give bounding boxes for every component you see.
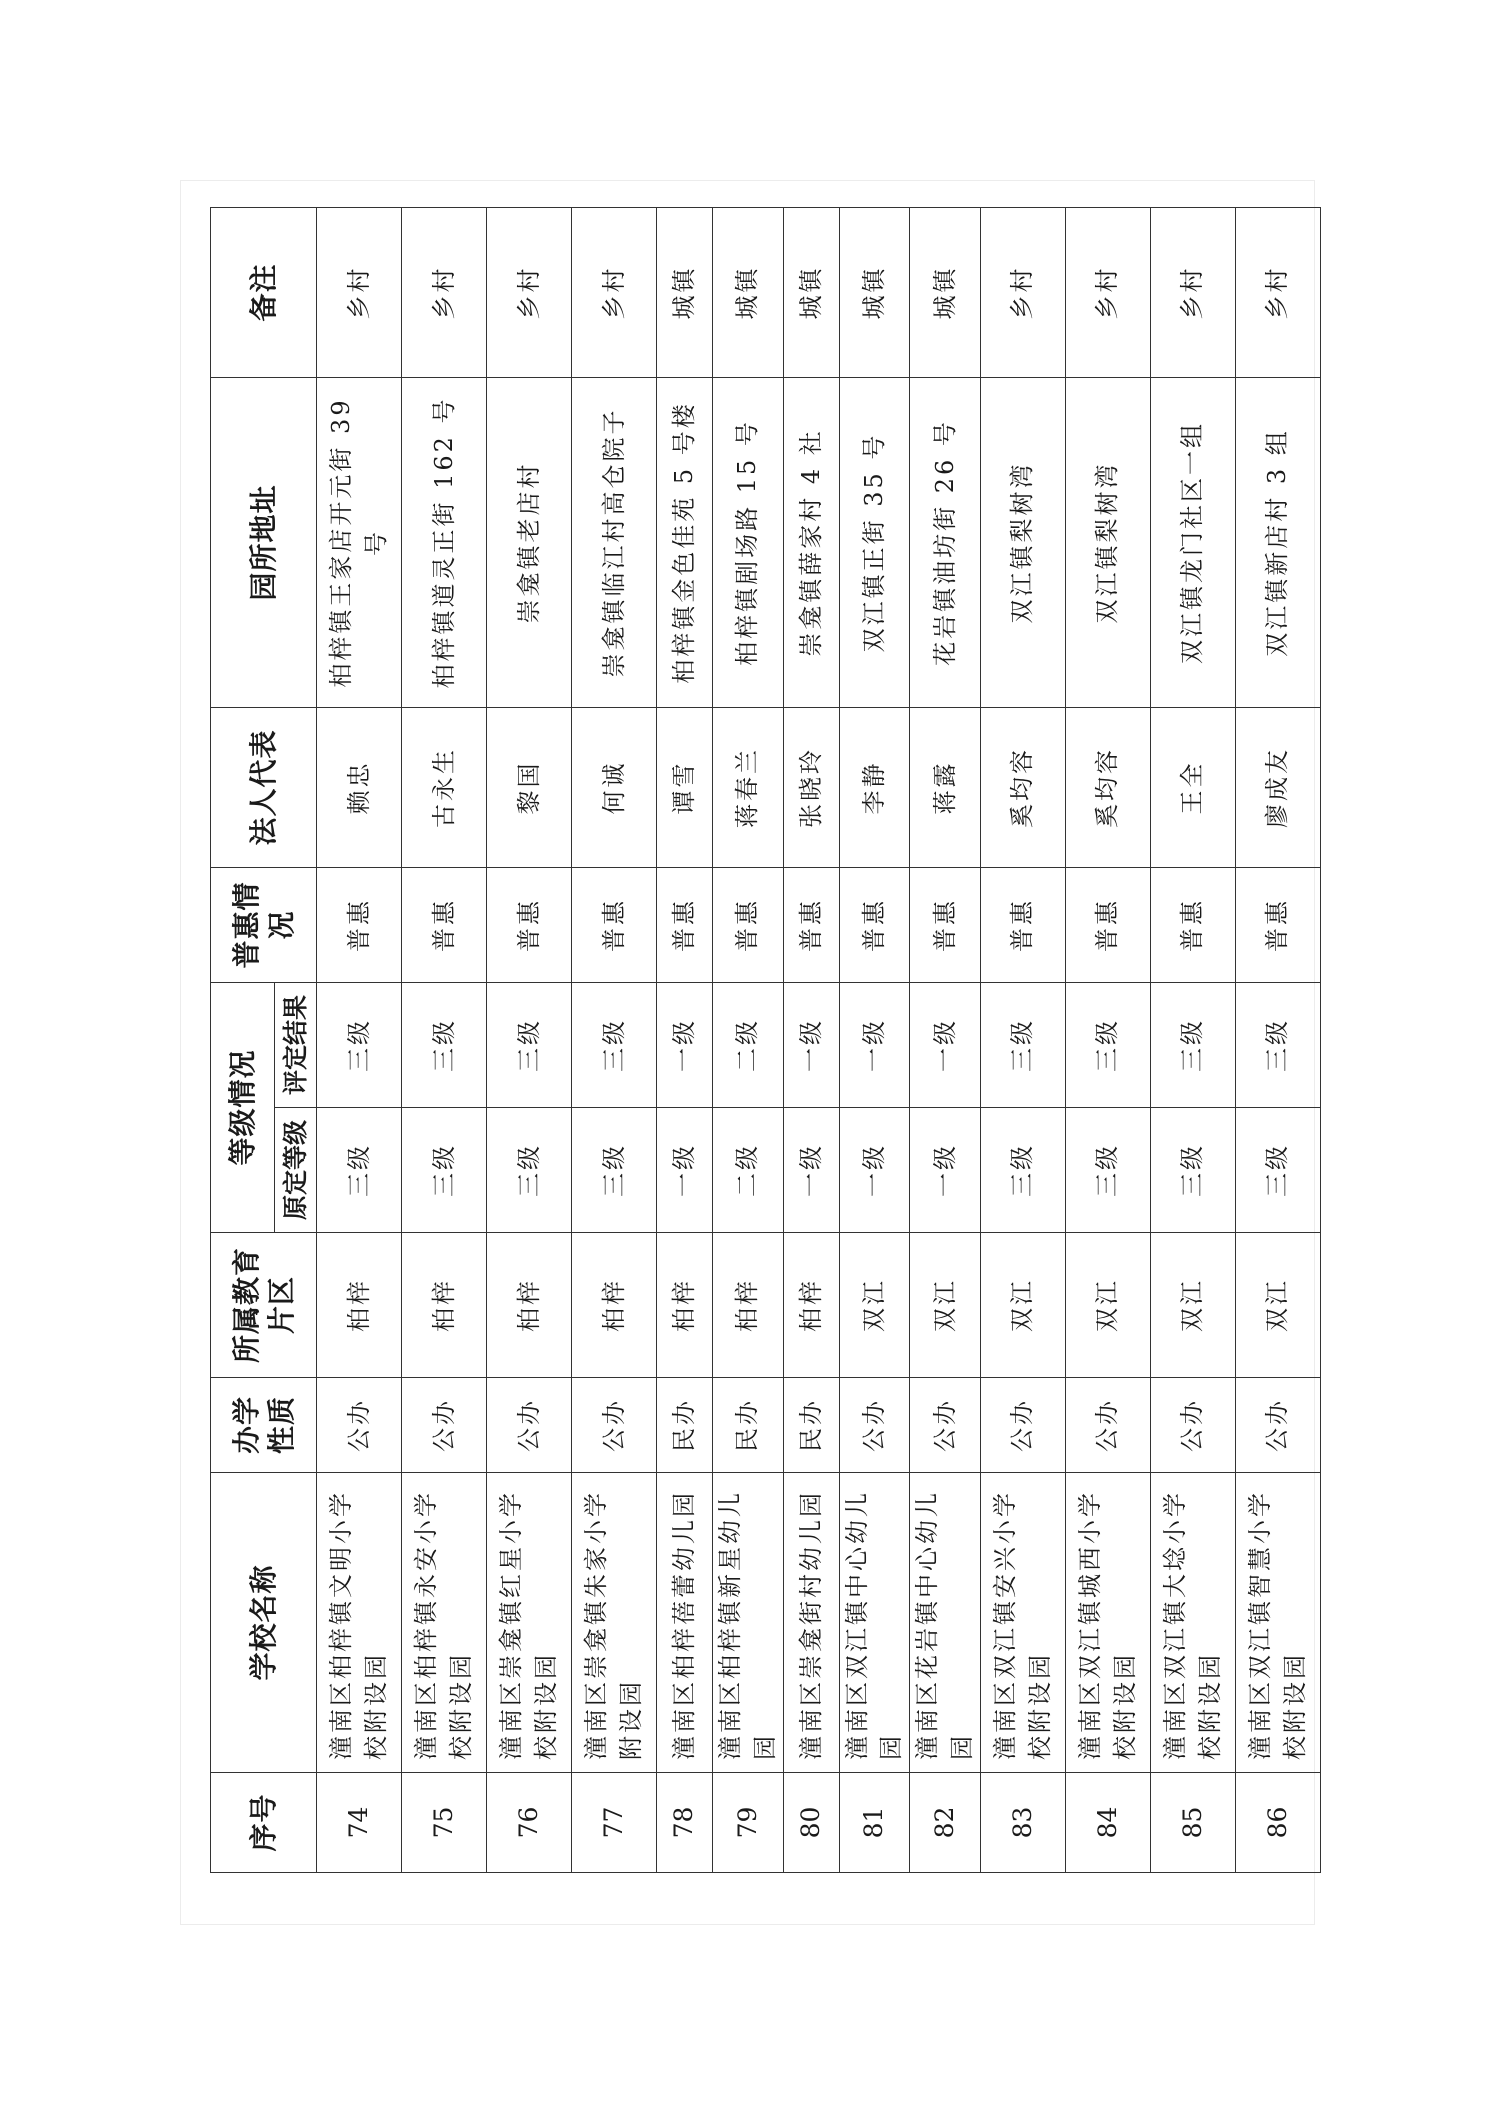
cell-legal-rep: 谭雪	[657, 707, 713, 867]
cell-original-grade: 三级	[402, 1108, 487, 1233]
cell-district: 双江	[1235, 1233, 1320, 1378]
header-seq: 序号	[211, 1773, 317, 1873]
cell-original-grade: 一级	[839, 1108, 910, 1233]
cell-seq: 81	[839, 1773, 910, 1873]
header-remark: 备注	[211, 207, 317, 377]
cell-school-name: 潼南区双江镇城西小学校附设园	[1065, 1473, 1150, 1773]
cell-assessed-grade: 三级	[1235, 982, 1320, 1107]
cell-address: 双江镇梨树湾	[1065, 377, 1150, 707]
table-row	[487, 207, 572, 1872]
cell-original-grade: 一级	[910, 1108, 981, 1233]
table-row	[402, 207, 487, 1872]
cell-original-grade: 三级	[1150, 1108, 1235, 1233]
cell-nature: 公办	[317, 1378, 402, 1473]
cell-address: 花岩镇油坊街 26 号	[910, 377, 981, 707]
cell-seq: 75	[402, 1773, 487, 1873]
cell-original-grade: 三级	[1235, 1108, 1320, 1233]
cell-remark: 乡村	[1065, 207, 1150, 377]
cell-district: 柏梓	[713, 1233, 784, 1378]
header-nature: 办学性质	[211, 1378, 317, 1473]
cell-legal-rep: 赖忠	[317, 707, 402, 867]
cell-seq: 79	[713, 1773, 784, 1873]
cell-assessed-grade: 一级	[657, 982, 713, 1107]
cell-legal-rep: 蒋春兰	[713, 707, 784, 867]
cell-assessed-grade: 三级	[317, 982, 402, 1107]
cell-district: 双江	[839, 1233, 910, 1378]
cell-district: 柏梓	[402, 1233, 487, 1378]
cell-seq: 82	[910, 1773, 981, 1873]
cell-school-name: 潼南区双江镇安兴小学校附设园	[980, 1473, 1065, 1773]
cell-seq: 85	[1150, 1773, 1235, 1873]
cell-address: 柏梓镇王家店开元街 39 号	[317, 377, 402, 707]
cell-legal-rep: 蒋露	[910, 707, 981, 867]
cell-school-name: 潼南区柏梓镇新星幼儿园	[713, 1473, 784, 1773]
table-row	[910, 207, 981, 1872]
cell-school-name: 潼南区崇龛镇朱家小学附设园	[572, 1473, 657, 1773]
cell-remark: 乡村	[402, 207, 487, 377]
cell-address: 双江镇新店村 3 组	[1235, 377, 1320, 707]
cell-nature: 公办	[402, 1378, 487, 1473]
cell-seq: 77	[572, 1773, 657, 1873]
cell-inclusive: 普惠	[487, 867, 572, 982]
cell-original-grade: 三级	[572, 1108, 657, 1233]
cell-remark: 乡村	[487, 207, 572, 377]
cell-nature: 公办	[572, 1378, 657, 1473]
cell-nature: 公办	[839, 1378, 910, 1473]
cell-remark: 城镇	[657, 207, 713, 377]
cell-seq: 83	[980, 1773, 1065, 1873]
cell-assessed-grade: 三级	[572, 982, 657, 1107]
table-row	[1065, 207, 1150, 1872]
cell-legal-rep: 奚均容	[1065, 707, 1150, 867]
cell-original-grade: 三级	[317, 1108, 402, 1233]
cell-assessed-grade: 三级	[402, 982, 487, 1107]
cell-remark: 城镇	[839, 207, 910, 377]
cell-original-grade: 三级	[1065, 1108, 1150, 1233]
cell-address: 崇龛镇老店村	[487, 377, 572, 707]
cell-nature: 民办	[657, 1378, 713, 1473]
cell-district: 双江	[980, 1233, 1065, 1378]
cell-school-name: 潼南区花岩镇中心幼儿园	[910, 1473, 981, 1773]
cell-remark: 城镇	[713, 207, 784, 377]
table-row	[1235, 207, 1320, 1872]
cell-remark: 乡村	[980, 207, 1065, 377]
cell-inclusive: 普惠	[572, 867, 657, 982]
cell-address: 崇龛镇临江村高仓院子	[572, 377, 657, 707]
cell-district: 双江	[1065, 1233, 1150, 1378]
table-row	[713, 207, 784, 1872]
cell-district: 双江	[1150, 1233, 1235, 1378]
table-row	[317, 207, 402, 1872]
cell-inclusive: 普惠	[783, 867, 839, 982]
cell-inclusive: 普惠	[1065, 867, 1150, 982]
cell-inclusive: 普惠	[839, 867, 910, 982]
cell-seq: 74	[317, 1773, 402, 1873]
cell-district: 柏梓	[657, 1233, 713, 1378]
cell-address: 双江镇梨树湾	[980, 377, 1065, 707]
header-address: 园所地址	[211, 377, 317, 707]
cell-nature: 公办	[1065, 1378, 1150, 1473]
table-row	[1150, 207, 1235, 1872]
cell-seq: 80	[783, 1773, 839, 1873]
cell-district: 柏梓	[572, 1233, 657, 1378]
cell-nature: 公办	[1235, 1378, 1320, 1473]
cell-inclusive: 普惠	[1150, 867, 1235, 982]
cell-inclusive: 普惠	[1235, 867, 1320, 982]
cell-assessed-grade: 三级	[1150, 982, 1235, 1107]
cell-remark: 乡村	[1150, 207, 1235, 377]
cell-district: 双江	[910, 1233, 981, 1378]
cell-address: 柏梓镇道灵正街 162 号	[402, 377, 487, 707]
cell-address: 双江镇正街 35 号	[839, 377, 910, 707]
cell-legal-rep: 王全	[1150, 707, 1235, 867]
cell-nature: 公办	[980, 1378, 1065, 1473]
cell-assessed-grade: 三级	[1065, 982, 1150, 1107]
table-row	[783, 207, 839, 1872]
cell-inclusive: 普惠	[402, 867, 487, 982]
cell-assessed-grade: 三级	[980, 982, 1065, 1107]
cell-address: 双江镇龙门社区一组	[1150, 377, 1235, 707]
cell-district: 柏梓	[783, 1233, 839, 1378]
cell-remark: 乡村	[572, 207, 657, 377]
cell-nature: 民办	[783, 1378, 839, 1473]
cell-seq: 76	[487, 1773, 572, 1873]
cell-seq: 78	[657, 1773, 713, 1873]
header-grade-group: 等级情况	[211, 982, 275, 1232]
cell-inclusive: 普惠	[657, 867, 713, 982]
cell-nature: 公办	[487, 1378, 572, 1473]
header-assessed-grade: 评定结果	[275, 982, 317, 1107]
cell-remark: 城镇	[783, 207, 839, 377]
rotated-table-container	[210, 208, 1309, 1873]
cell-assessed-grade: 一级	[910, 982, 981, 1107]
kindergarten-table	[210, 207, 1321, 1873]
header-original-grade: 原定等级	[275, 1108, 317, 1233]
cell-legal-rep: 张晓玲	[783, 707, 839, 867]
cell-inclusive: 普惠	[713, 867, 784, 982]
cell-original-grade: 三级	[980, 1108, 1065, 1233]
cell-address: 崇龛镇薛家村 4 社	[783, 377, 839, 707]
cell-legal-rep: 何诚	[572, 707, 657, 867]
cell-district: 柏梓	[487, 1233, 572, 1378]
header-legal-rep: 法人代表	[211, 707, 317, 867]
cell-original-grade: 一级	[657, 1108, 713, 1233]
cell-school-name: 潼南区柏梓镇文明小学校附设园	[317, 1473, 402, 1773]
cell-school-name: 潼南区柏梓镇永安小学校附设园	[402, 1473, 487, 1773]
cell-address: 柏梓镇金色佳苑 5 号楼	[657, 377, 713, 707]
cell-legal-rep: 古永生	[402, 707, 487, 867]
cell-legal-rep: 黎国	[487, 707, 572, 867]
cell-remark: 城镇	[910, 207, 981, 377]
cell-original-grade: 一级	[783, 1108, 839, 1233]
cell-legal-rep: 奚均容	[980, 707, 1065, 867]
cell-school-name: 潼南区双江镇智慧小学校附设园	[1235, 1473, 1320, 1773]
cell-assessed-grade: 一级	[839, 982, 910, 1107]
cell-assessed-grade: 一级	[783, 982, 839, 1107]
header-district: 所属教育片区	[211, 1233, 317, 1378]
cell-inclusive: 普惠	[980, 867, 1065, 982]
cell-assessed-grade: 二级	[713, 982, 784, 1107]
table-row	[657, 207, 713, 1872]
cell-assessed-grade: 三级	[487, 982, 572, 1107]
cell-district: 柏梓	[317, 1233, 402, 1378]
header-school-name: 学校名称	[211, 1473, 317, 1773]
cell-remark: 乡村	[1235, 207, 1320, 377]
cell-original-grade: 三级	[487, 1108, 572, 1233]
cell-school-name: 潼南区双江镇大埝小学校附设园	[1150, 1473, 1235, 1773]
cell-seq: 86	[1235, 1773, 1320, 1873]
cell-inclusive: 普惠	[910, 867, 981, 982]
cell-school-name: 潼南区柏梓蓓蕾幼儿园	[657, 1473, 713, 1773]
cell-seq: 84	[1065, 1773, 1150, 1873]
cell-nature: 民办	[713, 1378, 784, 1473]
cell-address: 柏梓镇剧场路 15 号	[713, 377, 784, 707]
cell-legal-rep: 李静	[839, 707, 910, 867]
cell-school-name: 潼南区崇龛镇红星小学校附设园	[487, 1473, 572, 1773]
cell-original-grade: 二级	[713, 1108, 784, 1233]
cell-legal-rep: 廖成友	[1235, 707, 1320, 867]
table-row	[572, 207, 657, 1872]
table-row	[980, 207, 1065, 1872]
cell-nature: 公办	[1150, 1378, 1235, 1473]
cell-nature: 公办	[910, 1378, 981, 1473]
header-inclusive: 普惠情况	[211, 867, 317, 982]
cell-school-name: 潼南区崇龛街村幼儿园	[783, 1473, 839, 1773]
cell-remark: 乡村	[317, 207, 402, 377]
table-row	[839, 207, 910, 1872]
cell-school-name: 潼南区双江镇中心幼儿园	[839, 1473, 910, 1773]
cell-inclusive: 普惠	[317, 867, 402, 982]
